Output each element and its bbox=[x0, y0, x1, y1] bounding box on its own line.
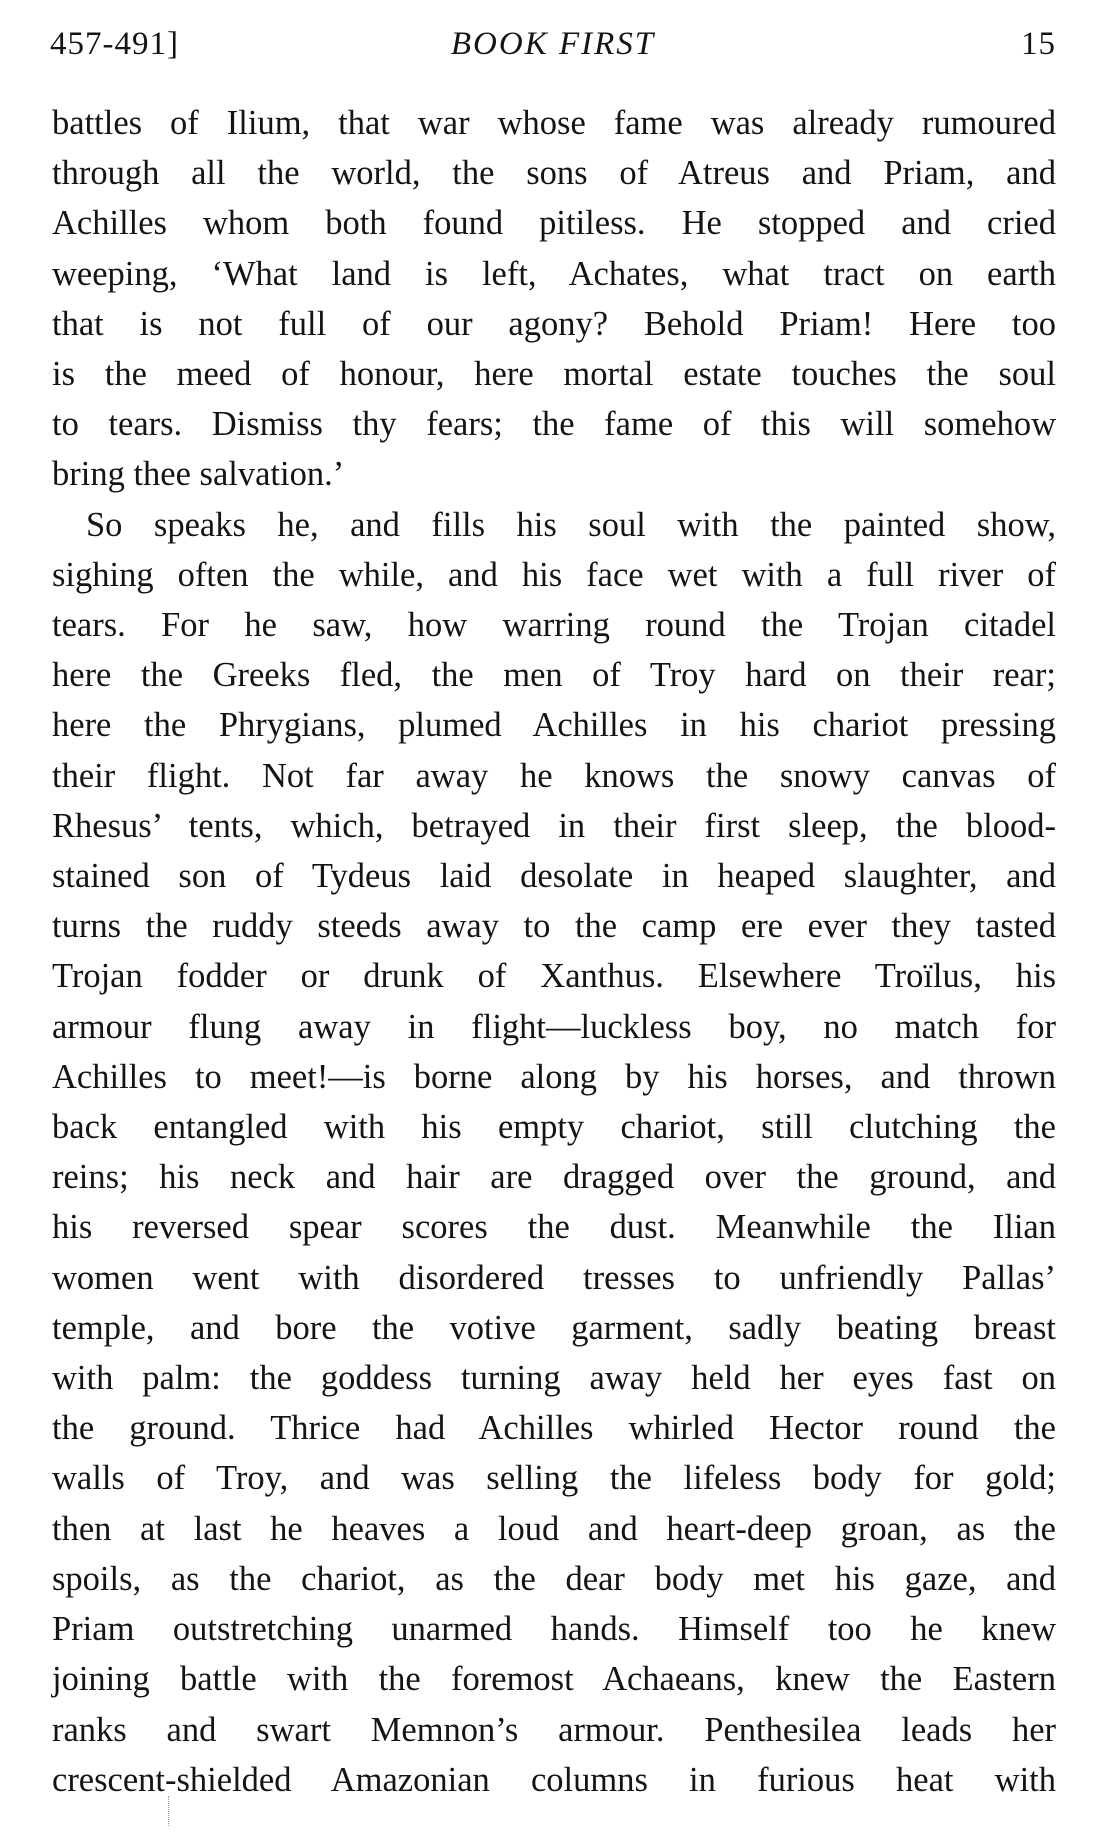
text-line: spoils, as the chariot, as the dear body met his gaze, and bbox=[52, 1559, 1056, 1598]
text-line: crescent-shielded Amazonian columns in furious heat with bbox=[52, 1760, 1056, 1799]
text-line: bring thee salvation.’ bbox=[52, 455, 345, 494]
text-line: their flight. Not far away he knows the snowy canvas of bbox=[52, 756, 1056, 795]
page-number: 15 bbox=[1021, 26, 1056, 62]
text-line: to tears. Dismiss thy fears; the fame of this will somehow bbox=[52, 405, 1056, 444]
text-line: here the Phrygians, plumed Achilles in his chariot pressing bbox=[52, 706, 1056, 745]
text-line: armour flung away in flight—luckless boy, no match for bbox=[52, 1007, 1056, 1046]
gutter-mark bbox=[168, 1796, 170, 1826]
text-line: temple, and bore the votive garment, sadly beating breast bbox=[52, 1308, 1056, 1347]
text-line: back entangled with his empty chariot, still clutching the bbox=[52, 1108, 1056, 1147]
text-line: here the Greeks fled, the men of Troy hard on their rear; bbox=[52, 656, 1056, 695]
text-line: ranks and swart Memnon’s armour. Penthesilea leads her bbox=[52, 1710, 1056, 1749]
text-line: that is not full of our agony? Behold Priam! Here too bbox=[52, 304, 1056, 343]
text-line: Priam outstretching unarmed hands. Himself too he knew bbox=[52, 1610, 1056, 1649]
body-text bbox=[52, 98, 1056, 1805]
text-line: reins; his neck and hair are dragged over the ground, and bbox=[52, 1158, 1056, 1197]
line-range: 457-491] bbox=[50, 26, 179, 62]
text-line: the ground. Thrice had Achilles whirled Hector round the bbox=[52, 1409, 1056, 1448]
text-line: his reversed spear scores the dust. Meanwhile the Ilian bbox=[52, 1208, 1056, 1247]
text-line: then at last he heaves a loud and heart-deep groan, as the bbox=[52, 1509, 1056, 1548]
text-line: with palm: the goddess turning away held her eyes fast on bbox=[52, 1359, 1056, 1398]
text-line: Rhesus’ tents, which, betrayed in their first sleep, the blood- bbox=[52, 806, 1056, 845]
text-line: is the meed of honour, here mortal estate touches the soul bbox=[52, 355, 1056, 394]
text-line: tears. For he saw, how warring round the Trojan citadel bbox=[52, 606, 1056, 645]
paragraph bbox=[52, 500, 1056, 1805]
book-title: BOOK FIRST bbox=[450, 26, 656, 62]
text-line: weeping, ‘What land is left, Achates, what tract on earth bbox=[52, 254, 1056, 293]
text-line: turns the ruddy steeds away to the camp ere ever they tasted bbox=[52, 907, 1056, 946]
text-line: Trojan fodder or drunk of Xanthus. Elsewhere Troïlus, his bbox=[52, 957, 1056, 996]
text-line: stained son of Tydeus laid desolate in heaped slaughter, and bbox=[52, 857, 1056, 896]
text-line: Achilles whom both found pitiless. He stopped and cried bbox=[52, 204, 1056, 243]
text-line: women went with disordered tresses to unfriendly Pallas’ bbox=[52, 1258, 1056, 1297]
text-line: Achilles to meet!—is borne along by his horses, and thrown bbox=[52, 1057, 1056, 1096]
text-line: So speaks he, and fills his soul with the painted show, bbox=[86, 505, 1056, 544]
text-line: sighing often the while, and his face wet with a full river of bbox=[52, 555, 1056, 594]
text-line: walls of Troy, and was selling the lifeless body for gold; bbox=[52, 1459, 1056, 1498]
text-line: battles of Ilium, that war whose fame was already rumoured bbox=[52, 104, 1056, 142]
running-head bbox=[50, 22, 1056, 66]
paragraph bbox=[52, 98, 1056, 500]
text-line: through all the world, the sons of Atreus and Priam, and bbox=[52, 154, 1056, 193]
text-line: joining battle with the foremost Achaeans, knew the Eastern bbox=[52, 1660, 1056, 1699]
